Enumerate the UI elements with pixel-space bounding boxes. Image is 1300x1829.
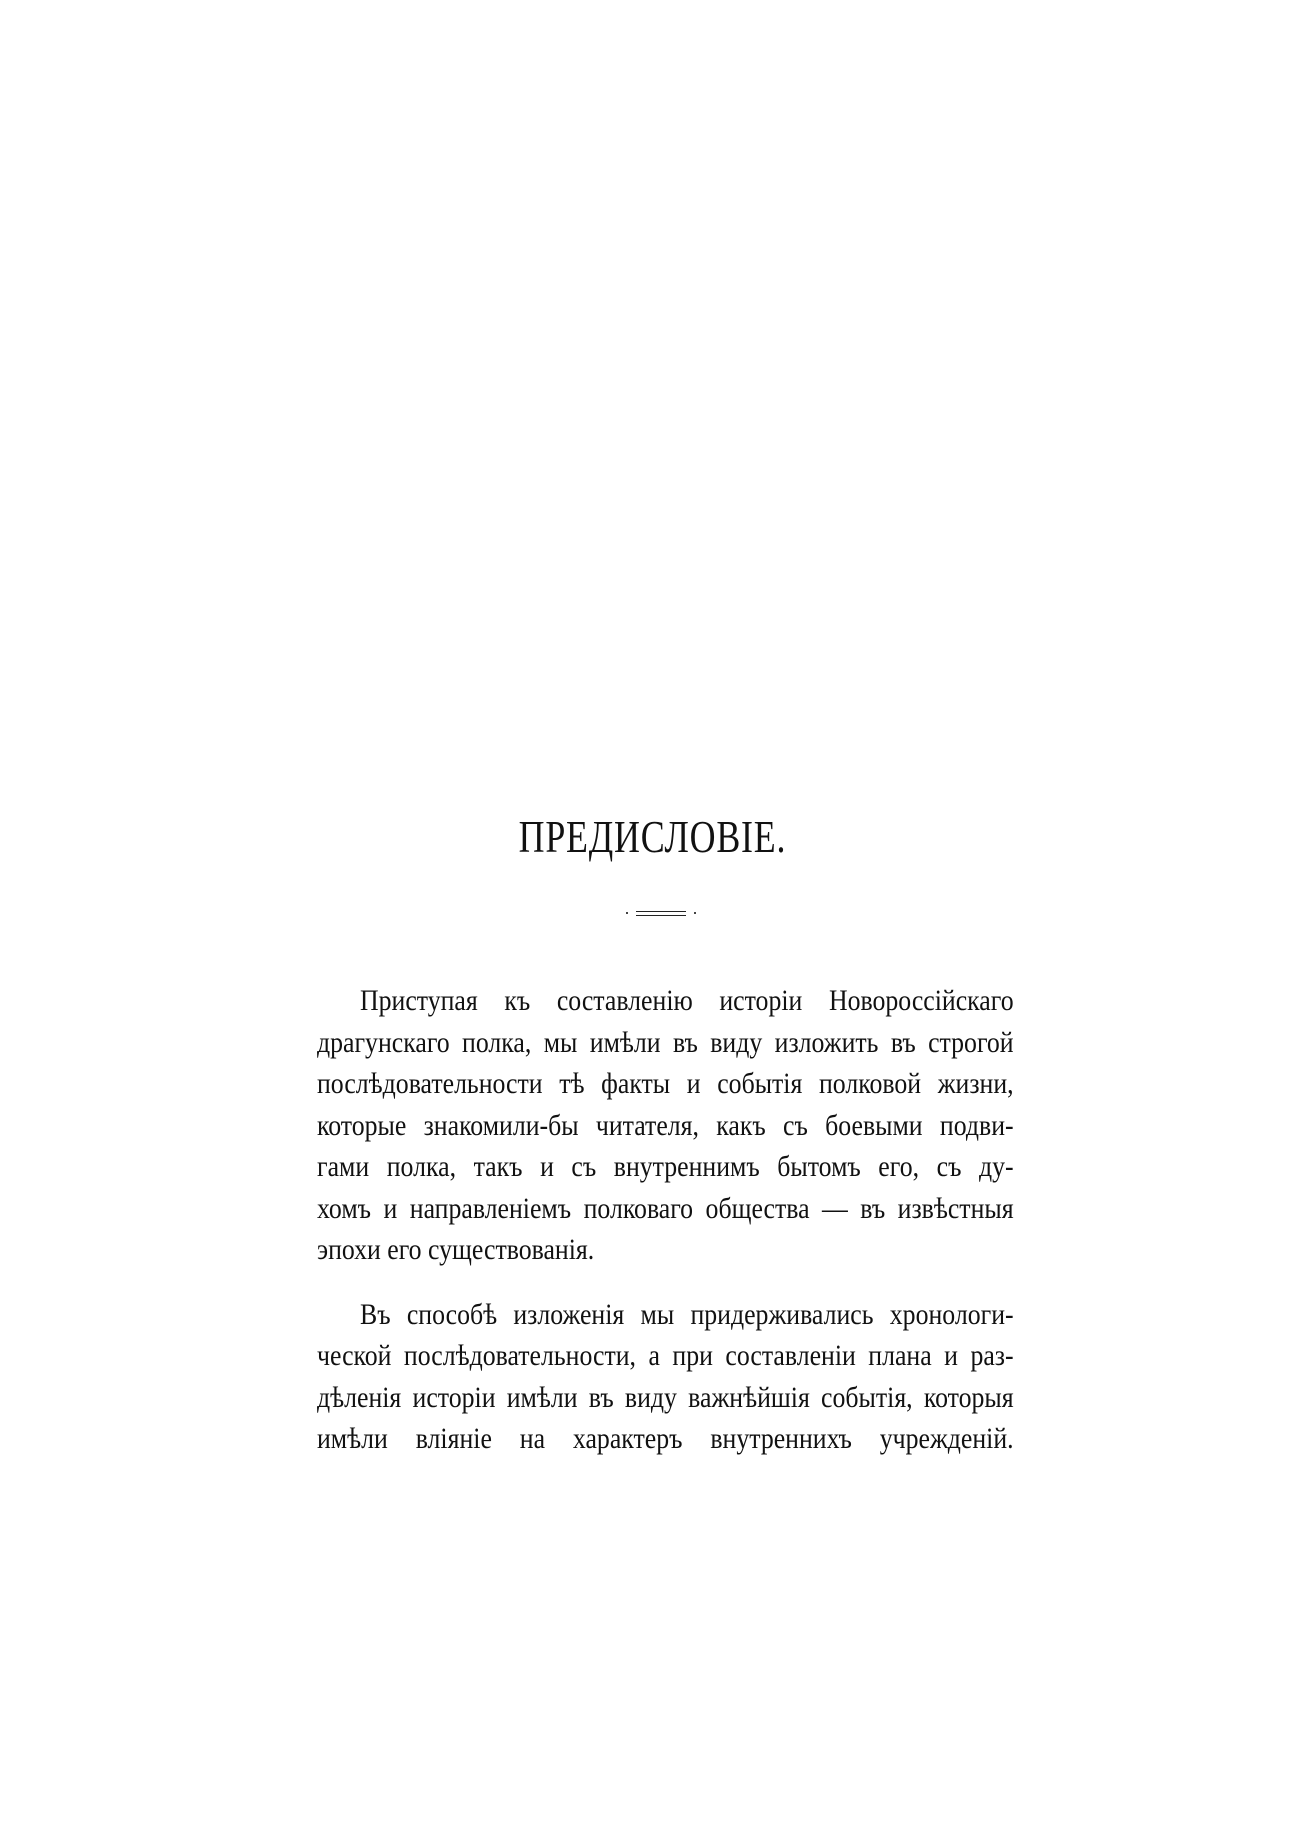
text-line: Въ способѣ изложенія мы придерживались хронологи- [360,1297,1014,1331]
text-line: эпохи его существованія. [317,1233,595,1266]
paragraph-1 [317,980,1014,1271]
page-title: ПРЕДИСЛОВІЕ. [518,811,787,862]
paragraph-2 [317,1294,1014,1460]
text-line: драгунскаго полка, мы имѣли въ виду изложить въ строгой [317,1025,1014,1059]
text-line: послѣдовательности тѣ факты и событія полковой жизни, [317,1067,1014,1100]
text-line: хомъ и направленіемъ полковаго общества — въ извѣстныя [317,1191,1014,1225]
preface-text [317,980,1014,1460]
text-line: ческой послѣдовательности, а при составленіи плана и раз- [317,1339,1014,1372]
text-line: гами полка, такъ и съ внутреннимъ бытомъ его, съ ду- [317,1150,1014,1183]
text-line: дѣленія исторіи имѣли въ виду важнѣйшія событія, которыя [317,1380,1014,1414]
text-line: которые знакомили-бы читателя, какъ съ боевыми подви- [317,1108,1014,1142]
title-divider-ornament [636,911,686,916]
text-line: имѣли вліяніе на характеръ внутреннихъ учрежденій. [317,1422,1014,1455]
text-line: Приступая къ составленію исторіи Новороссійскаго [360,984,1014,1017]
